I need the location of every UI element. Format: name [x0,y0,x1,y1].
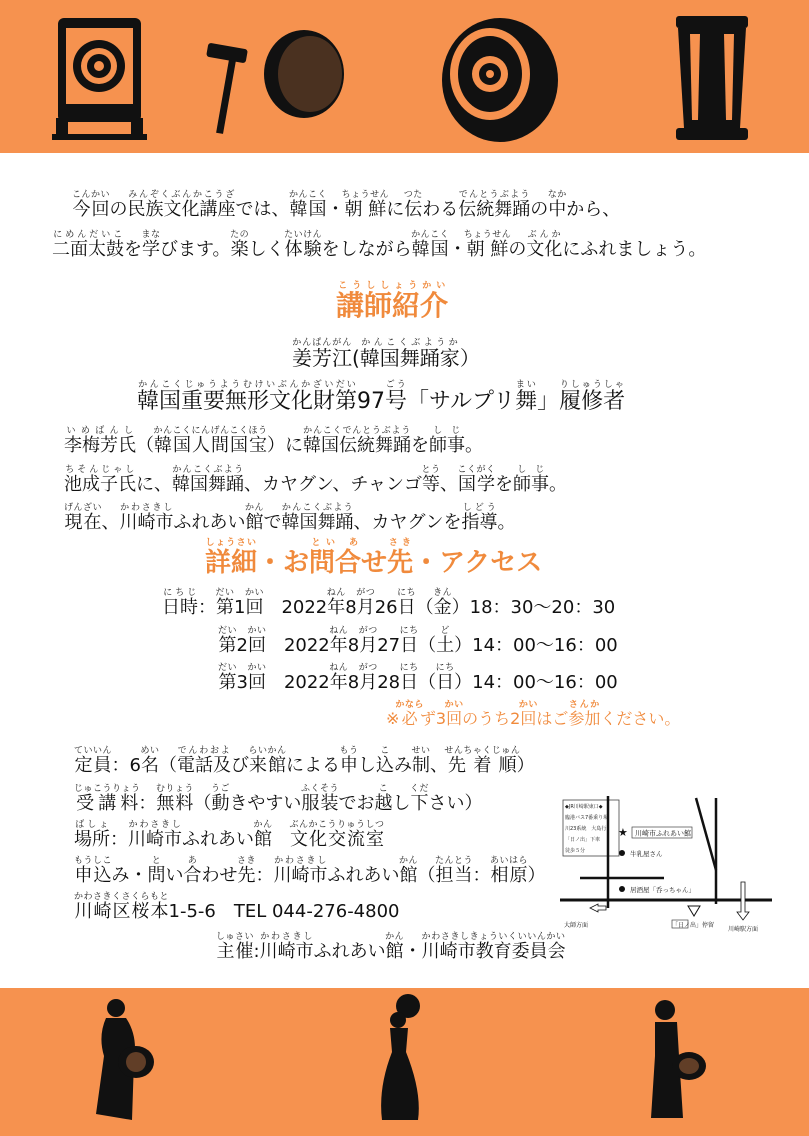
map-direction-0: ◆JR川崎駅東口◆ [565,804,603,810]
standing-drum-icon [670,12,754,144]
organizer-info: 主催しゅさい:川崎市かわさきしふれあい館かん・川崎市教育委員会かわさきしきょういくいいんかい [216,932,566,962]
dancer-with-drum-icon [92,996,158,1124]
dancer-playing-drum-icon [643,996,709,1122]
mallet-icon [205,42,250,134]
map-bus-stop-icon [688,906,700,916]
contact-info: 申込もうしこみ・問とい合あわせ先さき：川崎市かわさきしふれあい館かん（担当たんとう：相原あいはら） [74,856,546,886]
map-label-milk: 牛乳屋さん [630,850,663,858]
bottom-banner [0,988,809,1136]
instructor-bio-3: 現在げんざい、川崎市かわさきしふれあい館かんで韓国舞踊かんこくぶよう、カヤグンを指導しどう。 [64,503,516,533]
map-direction-1: 臨港バス7番乗り場 [565,815,609,821]
buk-drum-frame-icon [52,14,147,142]
map-label-hinode: 「日ノ出」停留 [672,922,715,929]
hand-drum-icon [260,26,350,122]
instructor-heading: 講師紹介こうししょうかい [336,281,449,322]
instructor-name: 姜芳江かんぱんがん(韓国舞踊家かんこくぶようか） [292,338,480,370]
map-direction-2: 川23系統 大島行 [565,826,607,832]
instructor-bio-1: 李梅芳氏いめばんし（韓国人間国宝かんこくにんげんこくほう）に韓国伝統舞踊かんこくでんとうぶようを師事しじ。 [64,426,484,456]
janggu-drum-icon [438,12,564,148]
map-star-icon: ★ [618,826,628,839]
dancer-raising-drum-icon [378,992,428,1124]
intro-line-1: 今回こんかいの民族文化講座みんぞくぶんかこうざでは、韓国かんこく・朝鮮ちょうせんに伝つたわる伝統舞踊でんとうぶようの中なかから、 [72,190,621,220]
map-label-station: 川崎駅方面 [728,926,759,933]
fee-info: 受講料じゅこうりょう：無料むりょう（動うごきやすい服装ふくそうでお越こし下ください） [74,784,483,814]
schedule-note: ※必かならず3回かいのうち2回かいはご参加さんかください。 [386,700,681,728]
instructor-bio-2: 池成子氏ちそんじゃしに、韓国舞踊かんこくぶよう、カヤグン、チャンゴ等とう、国学こくがくを師事しじ。 [64,465,568,495]
place-info: 場所ばしょ：川崎市かわさきしふれあい館かん 文化交流室ぶんかこうりゅうしつ [74,820,385,850]
schedule-session-3: 第だい3回かい 2022年ねん8月がつ28日にち（日にち）14：00～16：00 [218,663,618,693]
access-map [560,796,772,938]
map-label-daishi: 大師方面 [564,922,589,929]
capacity-info: 定員ていいん：6名めい（電話及でんわおよび来館らいかんによる申もうし込こみ制せい、先着順せんちゃくじゅん） [74,746,535,776]
map-direction-4: 徒歩５分 [565,848,586,854]
map-dot-izakaya-icon [619,886,625,892]
details-heading: 詳細しょうさい・お問合とい あせ先さき・アクセス [205,538,543,578]
map-label-fureai: 川崎市ふれあい館 [635,829,691,838]
instructor-title: 韓国重要無形文化財かんこくじゅうようむけいぶんかざい第だい97号ごう「サルプリ舞まい」履修者りしゅうしゃ [137,380,626,414]
map-label-izakaya: 居酒屋「呑っちゃん」 [630,886,695,894]
schedule-session-1: 日時にちじ：第だい1回かい 2022年ねん8月がつ26日にち（金きん）18：30～20：30 [162,588,616,618]
address-info: 川崎区桜本かわさきくさくらもと1-5-6 TEL 044-276-4800 [74,892,400,922]
map-direction-3: 「日ノ出」下車 [565,837,601,843]
top-banner [0,0,809,153]
map-dot-milk-icon [619,850,625,856]
intro-line-2: 二面太鼓にめんだいこを学まなびます。楽たのしく体験たいけんをしながら韓国かんこく・朝鮮ちょうせんの文化ぶんかにふれましょう。 [52,230,707,260]
map-arrow-left-icon [590,904,606,912]
schedule-session-2: 第だい2回かい 2022年ねん8月がつ27日にち（土ど）14：00～16：00 [218,626,618,656]
